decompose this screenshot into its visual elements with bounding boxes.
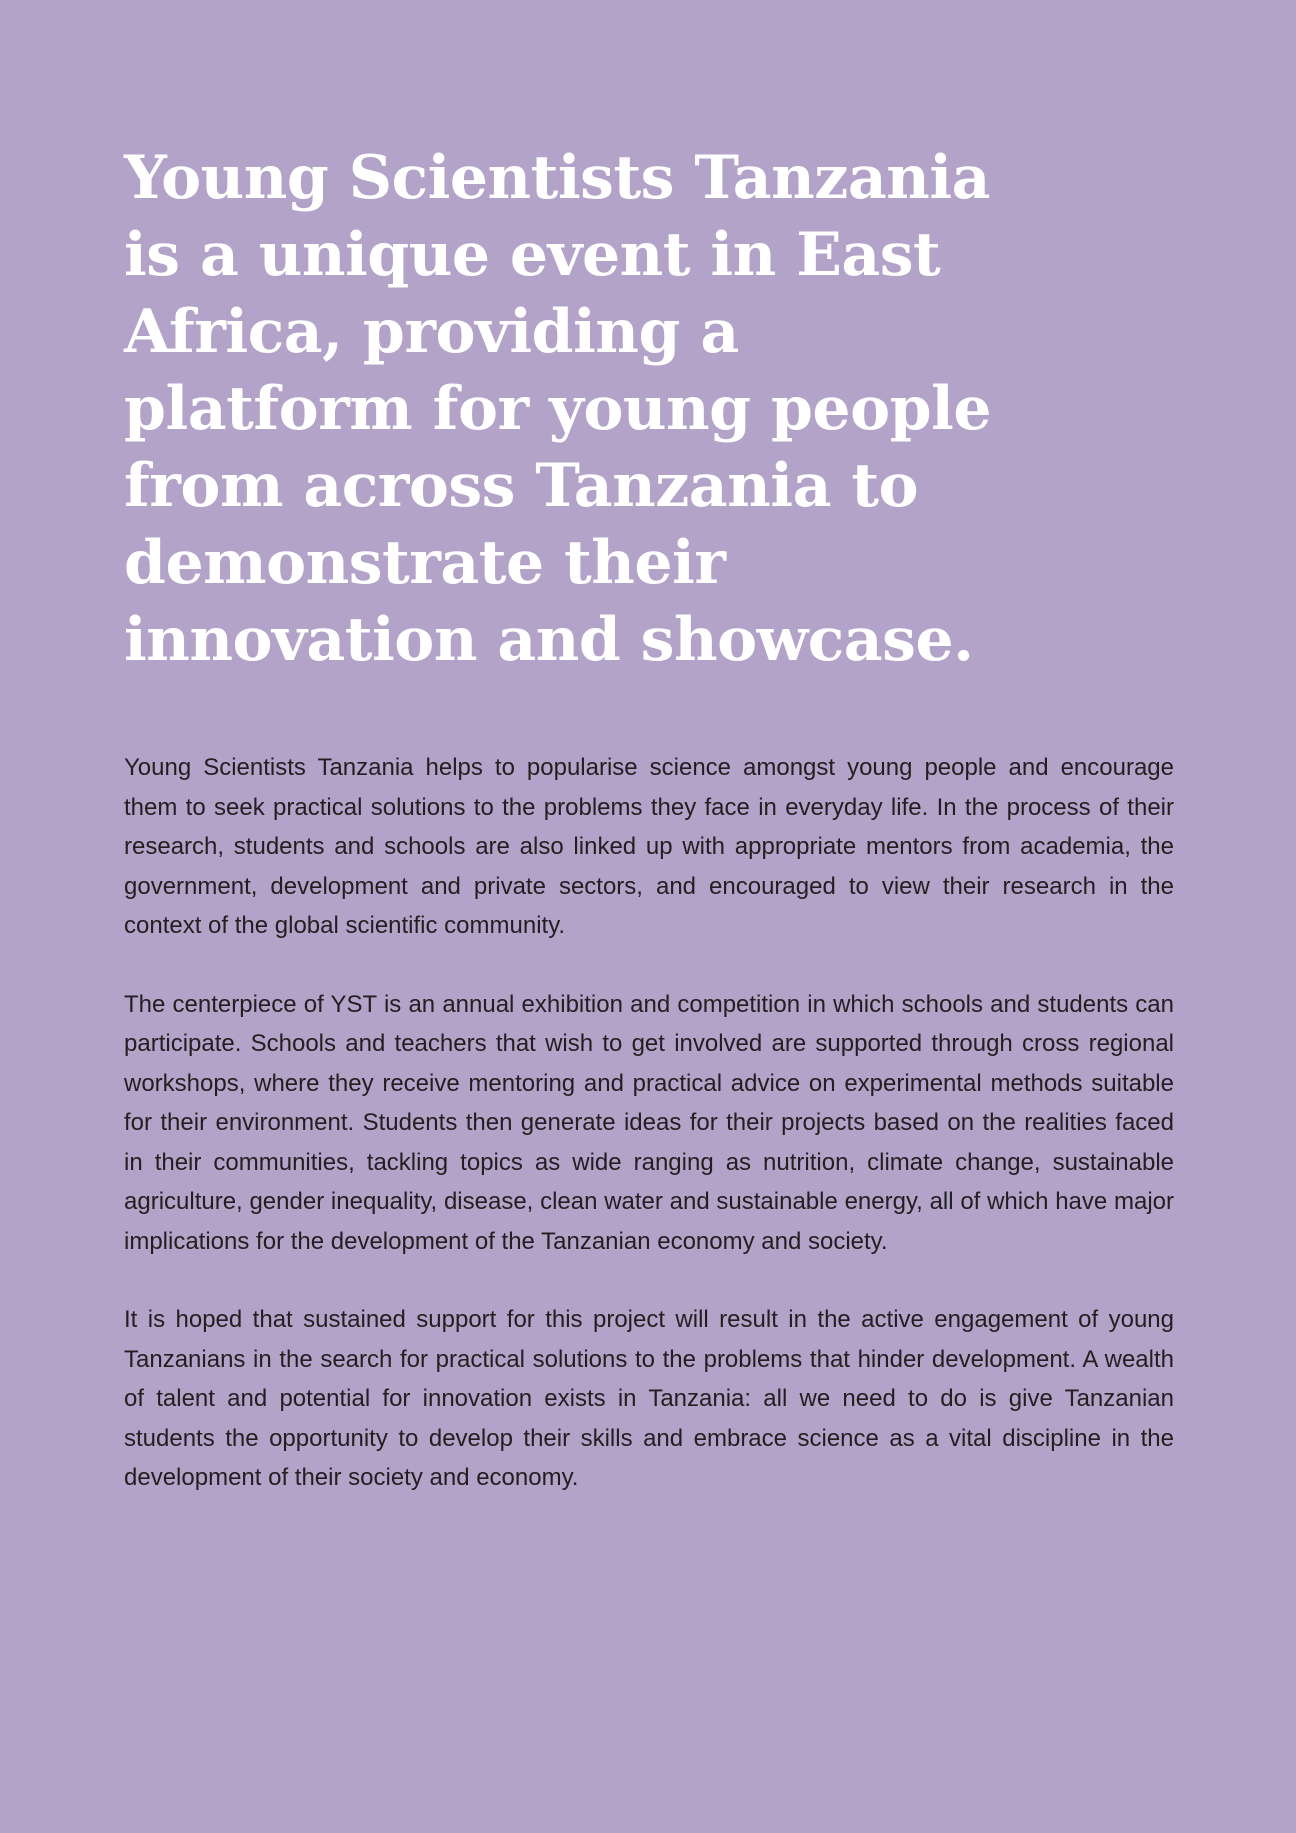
headline-line: is a unique event in East (124, 220, 941, 290)
body-paragraph-intro: Young Scientists Tanzania helps to popularise science amongst young people and encourage them to seek practical solutions to the problems they face in everyday life. In the process of their research, students and schools are also linked up with appropriate mentors from academia, the government, development and private sectors, and encouraged to view their research in the context of the global scientific community. (124, 754, 1174, 939)
body-paragraph-exhibition: The centerpiece of YST is an annual exhibition and competition in which schools and students can participate. Schools and teachers that wish to get involved are supported through cross regional workshops, where they receive mentoring and practical advice on experimental methods suitable for their environment. Students then generate ideas for their projects based on the realities faced in their communities, tackling topics as wide ranging as nutrition, climate change, sustainable agriculture, gender inequality, disease, clean water and sustainable energy, all of which have major implications for the development of the Tanzanian economy and society. (124, 990, 1174, 1255)
headline (124, 140, 1184, 679)
body-paragraph-outlook: It is hoped that sustained support for this project will result in the active engagement of young Tanzanians in the search for practical solutions to the problems that hinder development. A wealth of talent and potential for innovation exists in Tanzania: all we need to do is give Tanzanian students the opportunity to develop their skills and embrace science as a vital discipline in the development of their society and economy. (124, 1306, 1174, 1491)
headline-line: innovation and showcase. (124, 605, 974, 675)
headline-line: platform for young people (124, 374, 992, 444)
headline-line: Young Scientists Tanzania (124, 143, 990, 213)
headline-line: demonstrate their (124, 528, 726, 598)
headline-line: Africa, providing a (124, 297, 739, 367)
body-text (124, 748, 1174, 1537)
headline-line: from across Tanzania to (124, 451, 919, 521)
